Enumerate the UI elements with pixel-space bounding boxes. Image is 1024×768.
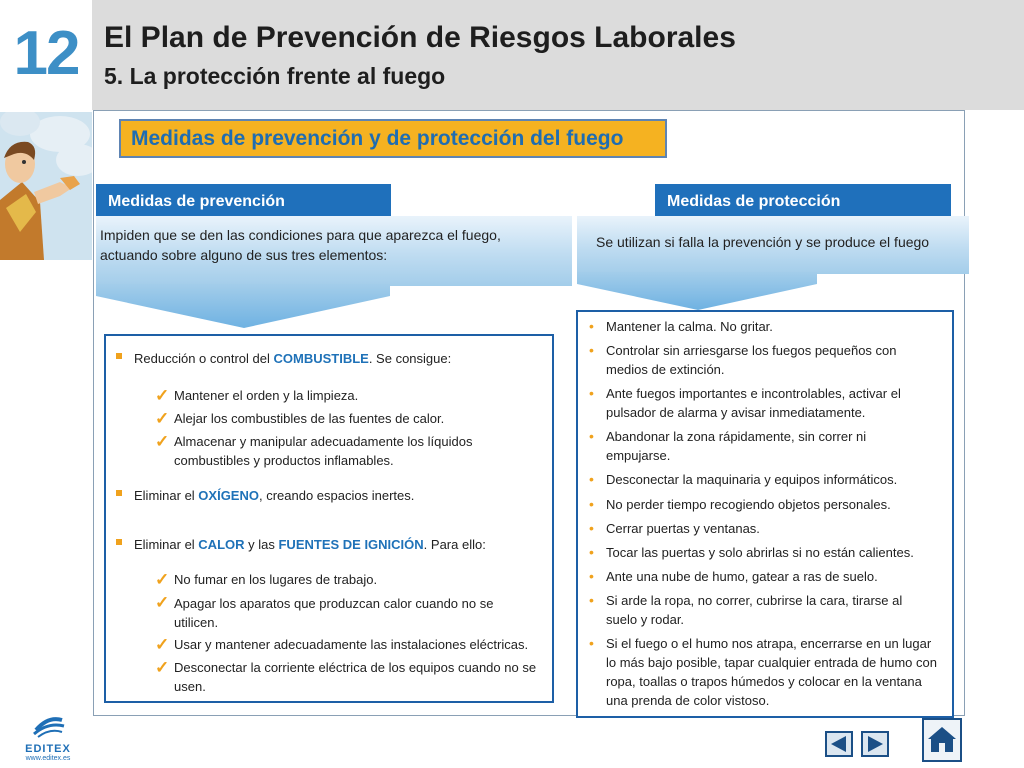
check-item: Usar y mantener adecuadamente las instalaciones eléctricas. xyxy=(174,637,529,652)
checkmark-icon: ✓ xyxy=(155,635,170,654)
protection-item: Tocar las puertas y solo abrirlas si no están calientes. xyxy=(606,545,914,560)
bullet-icon: • xyxy=(589,568,594,584)
item-text: , creando espacios inertes. xyxy=(258,488,415,503)
item-text: . Se consigue: xyxy=(368,351,452,366)
protection-item: No perder tiempo recogiendo objetos personales. xyxy=(606,497,891,512)
prevention-arrow xyxy=(96,284,392,330)
next-button[interactable] xyxy=(861,731,889,757)
checkmark-icon: ✓ xyxy=(155,593,170,612)
protection-item: Controlar sin arriesgarse los fuegos pequeños con medios de extinción. xyxy=(606,343,897,377)
protection-description: Se utilizan si falla la prevención y se produce el fuego xyxy=(596,234,930,250)
logo-url: www.editex.es xyxy=(25,755,71,762)
keyword: COMBUSTIBLE xyxy=(273,351,369,366)
chapter-number: 12 xyxy=(13,19,79,88)
protection-item: Desconectar la maquinaria y equipos informáticos. xyxy=(606,472,898,487)
bullet-icon: • xyxy=(589,544,594,560)
keyword: OXÍGENO xyxy=(198,488,259,503)
protection-item: Si el fuego o el humo nos atrapa, encerrarse en un lugar lo más bajo posible, tapar cualquier entrada de humo con ropa, toallas o trapos húmedos y colocar en la ventana una prenda de color vistoso. xyxy=(606,636,937,708)
protection-item: Si arde la ropa, no correr, cubrirse la cara, tirarse al suelo y rodar. xyxy=(606,593,903,627)
check-item: Alejar los combustibles de las fuentes de calor. xyxy=(174,411,445,426)
protection-arrow xyxy=(577,272,819,312)
protection-item: Ante una nube de humo, gatear a ras de suelo. xyxy=(606,569,878,584)
section-title: Medidas de prevención y de protección del fuego xyxy=(119,119,667,158)
protection-item: Abandonar la zona rápidamente, sin correr ni empujarse. xyxy=(606,429,867,463)
item-text: Eliminar el xyxy=(134,537,199,552)
item-text: y las xyxy=(244,537,279,552)
prevention-description: Impiden que se den las condiciones para que aparezca el fuego, actuando sobre alguno de sus tres elementos: xyxy=(100,227,501,263)
checkmark-icon: ✓ xyxy=(155,386,170,405)
checkmark-icon: ✓ xyxy=(155,658,170,677)
prevention-item xyxy=(134,535,486,554)
prevention-item xyxy=(134,349,451,368)
home-button[interactable] xyxy=(922,718,962,762)
protection-item: Mantener la calma. No gritar. xyxy=(606,319,773,334)
bullet-icon: • xyxy=(589,471,594,487)
check-item: No fumar en los lugares de trabajo. xyxy=(174,572,378,587)
person-illustration xyxy=(0,112,92,260)
editex-logo xyxy=(22,712,74,766)
bullet-icon: • xyxy=(589,318,594,334)
check-item: Mantener el orden y la limpieza. xyxy=(174,388,359,403)
checkmark-icon: ✓ xyxy=(155,432,170,451)
bullet-icon xyxy=(116,353,122,359)
prevention-item xyxy=(134,486,414,505)
keyword: CALOR xyxy=(198,537,245,552)
bullet-icon xyxy=(116,539,122,545)
prevention-header: Medidas de prevención xyxy=(96,184,391,218)
page-subtitle: 5. La protección frente al fuego xyxy=(104,63,446,89)
protection-item: Ante fuegos importantes e incontrolables, activar el pulsador de alarma y avisar inmediatamente. xyxy=(606,386,901,420)
item-text: . Para ello: xyxy=(423,537,486,552)
logo-text: EDITEX xyxy=(25,743,71,755)
bullet-icon: • xyxy=(589,520,594,536)
bullet-icon: • xyxy=(589,592,594,608)
bullet-icon: • xyxy=(589,428,594,444)
page-title: El Plan de Prevención de Riesgos Laborales xyxy=(104,21,736,54)
header-band xyxy=(92,0,1024,110)
prev-button[interactable] xyxy=(825,731,853,757)
check-item: Apagar los aparatos que produzcan calor cuando no se utilicen. xyxy=(174,596,494,630)
bullet-icon: • xyxy=(589,385,594,401)
keyword: FUENTES DE IGNICIÓN xyxy=(278,537,424,552)
bullet-icon: • xyxy=(589,635,594,651)
item-text: Reducción o control del xyxy=(134,351,274,366)
protection-header: Medidas de protección xyxy=(655,184,951,218)
bullet-icon: • xyxy=(589,342,594,358)
check-item: Desconectar la corriente eléctrica de los equipos cuando no se usen. xyxy=(174,660,537,694)
check-item: Almacenar y manipular adecuadamente los líquidos combustibles y productos inflamables. xyxy=(174,434,473,468)
checkmark-icon: ✓ xyxy=(155,570,170,589)
bullet-icon: • xyxy=(589,496,594,512)
bullet-icon xyxy=(116,490,122,496)
editex-mark-icon xyxy=(22,712,74,738)
protection-item: Cerrar puertas y ventanas. xyxy=(606,521,760,536)
item-text: Eliminar el xyxy=(134,488,199,503)
checkmark-icon: ✓ xyxy=(155,409,170,428)
